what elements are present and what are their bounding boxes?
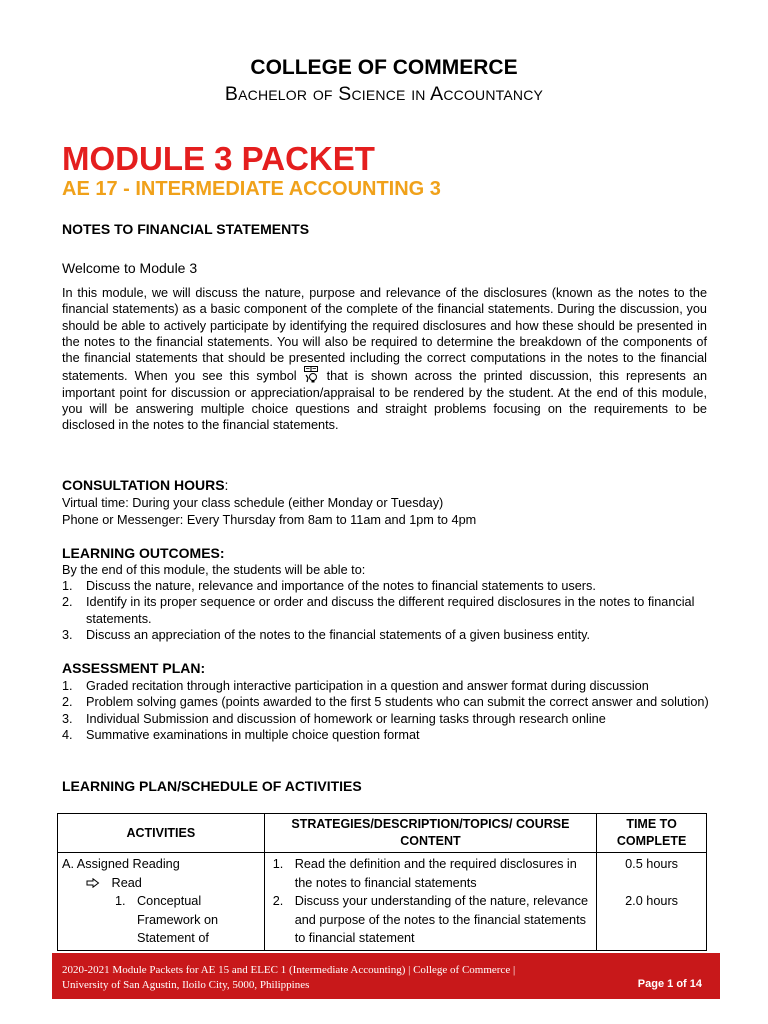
strategy-text: Discuss your understanding of the nature, relevance and purpose of the notes to the financial statements to financial statement [294,894,589,945]
table-header-row [58,814,707,853]
list-item-text: Discuss the nature, relevance and importance of the notes to financial statements to users. [86,579,596,593]
list-number: 1. [62,679,73,693]
program-name: Bachelor of Science in Accountancy [224,83,544,105]
strategy-item [269,855,592,892]
module-title: MODULE 3 PACKET [62,140,375,177]
list-item-text: Identify in its proper sequence or order and discuss the different required disclosures in the notes to financial statements. [86,595,695,626]
column-header-time: TIME TO COMPLETE [597,814,707,853]
strategies-cell [264,853,596,951]
sub-activity-1 [62,892,260,948]
learning-plan-table [57,813,707,951]
read-line [62,874,260,893]
strategy-number: 1. [272,857,284,871]
time-cell [597,853,707,951]
lightbulb-book-icon [304,366,318,384]
consultation-heading [62,477,228,493]
page-footer [52,953,720,999]
list-number: 2. [62,595,73,610]
footer-line-2: University of San Agustin, Iloilo City, 5000, Philippines [62,979,310,991]
column-header-strategies: STRATEGIES/DESCRIPTION/TOPICS/ COURSE CONTENT [264,814,596,853]
list-item-text: Discuss an appreciation of the notes to the financial statements of a given business entity. [86,627,591,642]
list-item [62,594,712,627]
list-item [62,678,712,694]
list-number: 3. [62,627,73,642]
consultation-heading-colon: : [224,477,229,493]
read-label: Read [111,875,142,890]
time-value: 2.0 hours [625,894,679,908]
consultation-virtual: Virtual time: During your class schedule (either Monday or Tuesday) [62,496,444,510]
assessment-heading: ASSESSMENT PLAN: [62,660,206,676]
list-item-text: Problem solving games (points awarded to the first 5 students who can submit the correct answer and solution) [86,695,709,710]
list-item [62,694,712,710]
strategy-number: 2. [272,894,284,908]
list-item [62,578,712,594]
assessment-list [62,678,712,743]
table-row [58,853,707,951]
list-item [62,727,712,743]
sub-activity-text: Conceptual Framework on Statement of [137,894,219,945]
strategy-item [269,892,592,948]
outcomes-heading: LEARNING OUTCOMES: [62,545,225,561]
column-header-activities: ACTIVITIES [58,814,265,853]
list-item-text: Graded recitation through interactive participation in a question and answer format during discussion [86,679,649,693]
list-number: 4. [62,727,73,742]
list-item [62,711,712,727]
list-number: 2. [62,695,73,710]
strategy-text: Read the definition and the required disclosures in the notes to financial statements [294,857,577,890]
list-item [62,627,712,643]
time-value: 0.5 hours [625,857,679,871]
intro-paragraph-part2: that is shown across the printed discussion, this represents an important point for discussion or appreciation/appraisal to be rendered by the student. At the end of this module, you will be answering multiple choice questions and straight problems focusing on the requirements to be disclosed in the notes to the financial statements. [62,369,708,433]
sub-activity-number: 1. [115,894,126,908]
intro-paragraph-part1: In this module, we will discuss the nature, purpose and relevance of the disclosures (known as the notes to the financial statements) as a basic component of the complete of the financial statements. During the discussion, you should be able to actively participate by identifying the required disclosures and how these should be presented in the notes to the financial statements. You will also be required to determine the breakdown of the components of the financial statements that should be presented including the correct computations in the notes to the financial statements. When you see this symbol [62,286,707,384]
welcome-text: Welcome to Module 3 [62,260,198,276]
outcomes-list [62,578,712,643]
footer-line-1: 2020-2021 Module Packets for AE 15 and ELEC 1 (Intermediate Accounting) | College of Commerce | [62,964,516,976]
consultation-heading-text: CONSULTATION HOURS [62,477,225,493]
outcomes-intro: By the end of this module, the students will be able to: [62,563,366,577]
page-number: Page 1 of 14 [637,978,702,990]
list-item-text: Individual Submission and discussion of homework or learning tasks through research online [86,711,606,726]
list-number: 3. [62,711,73,726]
list-number: 1. [62,579,73,593]
course-title: AE 17 - INTERMEDIATE ACCOUNTING 3 [62,178,441,200]
intro-paragraph [62,285,707,434]
activity-a: A. Assigned Reading [62,857,180,871]
topic-heading: NOTES TO FINANCIAL STATEMENTS [62,221,310,237]
outline-right-arrow-icon [86,876,112,890]
college-name: COLLEGE OF COMMERCE [250,56,518,79]
plan-heading: LEARNING PLAN/SCHEDULE OF ACTIVITIES [62,778,362,794]
footer-text [62,963,515,993]
consultation-phone: Phone or Messenger: Every Thursday from 8am to 11am and 1pm to 4pm [62,513,477,527]
list-item-text: Summative examinations in multiple choice question format [86,727,420,742]
activity-cell [58,853,265,951]
